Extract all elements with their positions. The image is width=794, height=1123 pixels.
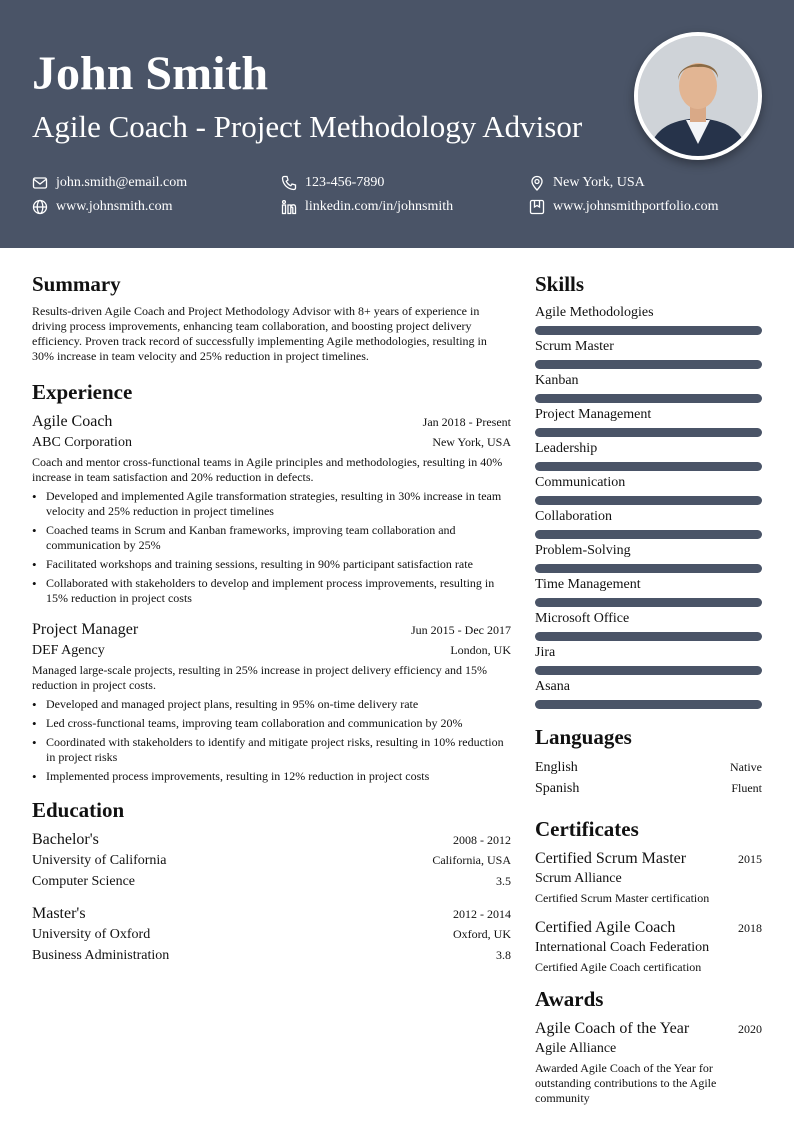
summary-text: Results-driven Agile Coach and Project Methodology Advisor with 8+ years of experience in driving process improvements, enhancing team collaboration, and boosting project delivery efficiency. Proven track record of successfully implementing Agile methodologies, resulting in 30% increase in team velocity and 25% reduction in project timelines. xyxy=(32,304,487,363)
award-issuer: Agile Alliance xyxy=(535,1041,617,1056)
job-description: Managed large-scale projects, resulting in 25% increase in project delivery efficiency and 15% reduction in project costs. xyxy=(32,663,488,692)
skill-name: Communication xyxy=(535,475,626,490)
job-bullets xyxy=(32,697,511,784)
job-bullets xyxy=(32,489,511,606)
skill-bar xyxy=(535,530,762,539)
job-bullet: • Coordinated with stakeholders to identify and mitigate project risks, resulting in 10% reduction in project risks xyxy=(32,735,511,765)
skill-item xyxy=(535,406,762,437)
job-entry xyxy=(32,412,511,606)
summary-heading: Summary xyxy=(32,272,121,296)
award-entry xyxy=(535,1019,762,1106)
certificate-name: Certified Scrum Master xyxy=(535,850,687,867)
certificate-entry xyxy=(535,849,762,906)
field-of-study: Computer Science xyxy=(32,874,136,889)
skill-bar xyxy=(535,360,762,369)
portfolio-icon xyxy=(529,199,545,215)
skill-item xyxy=(535,508,762,539)
language-item xyxy=(535,757,762,778)
awards-section xyxy=(535,987,762,1106)
skill-bar xyxy=(535,394,762,403)
skill-name: Jira xyxy=(535,645,556,660)
language-item xyxy=(535,778,762,799)
phone-text: 123-456-7890 xyxy=(305,175,385,190)
website-text: www.johnsmith.com xyxy=(56,199,173,214)
skill-item xyxy=(535,678,762,709)
skill-bar xyxy=(535,632,762,641)
award-year: 2020 xyxy=(738,1022,762,1036)
job-bullet: • Developed and managed project plans, resulting in 95% on-time delivery rate xyxy=(32,697,511,712)
certificate-entry xyxy=(535,918,762,975)
institution: University of Oxford xyxy=(32,927,151,942)
job-title: Agile Coach xyxy=(32,413,113,430)
education-entry xyxy=(32,904,511,966)
languages-heading: Languages xyxy=(535,725,632,749)
job-location: New York, USA xyxy=(432,435,511,449)
summary-section xyxy=(32,272,511,364)
job-bullet: • Coached teams in Scrum and Kanban frameworks, improving team collaboration and communication by 25% xyxy=(32,523,511,553)
language-name: English xyxy=(535,760,578,775)
candidate-name: John Smith xyxy=(32,47,269,100)
globe-icon xyxy=(32,199,48,215)
certificate-issuer: Scrum Alliance xyxy=(535,871,622,886)
skill-bar xyxy=(535,462,762,471)
contact-website[interactable] xyxy=(32,198,173,216)
skill-item xyxy=(535,338,762,369)
profile-photo xyxy=(634,32,762,160)
job-location: London, UK xyxy=(450,643,511,657)
skill-name: Kanban xyxy=(535,373,579,388)
job-title: Project Manager xyxy=(32,621,139,638)
skill-item xyxy=(535,304,762,335)
skills-section xyxy=(535,272,762,709)
education-dates: 2008 - 2012 xyxy=(453,833,511,847)
certificate-year: 2015 xyxy=(738,852,762,866)
certificate-description: Certified Scrum Master certification xyxy=(535,891,710,905)
certificate-issuer: International Coach Federation xyxy=(535,940,710,955)
left-column xyxy=(32,272,511,978)
education-location: Oxford, UK xyxy=(453,927,511,941)
job-description: Coach and mentor cross-functional teams in Agile principles and methodologies, resulting in 40% increase in team satisfaction and 20% reduction in defects. xyxy=(32,455,503,484)
certificates-section xyxy=(535,817,762,975)
skill-bar xyxy=(535,428,762,437)
gpa: 3.5 xyxy=(496,874,511,888)
skill-item xyxy=(535,542,762,573)
skill-item xyxy=(535,372,762,403)
education-heading: Education xyxy=(32,798,125,822)
certificate-name: Certified Agile Coach xyxy=(535,919,676,936)
skill-name: Microsoft Office xyxy=(535,611,630,626)
skills-heading: Skills xyxy=(535,272,585,296)
skill-name: Leadership xyxy=(535,441,598,456)
language-name: Spanish xyxy=(535,781,580,796)
skill-name: Asana xyxy=(535,679,570,694)
education-section xyxy=(32,798,511,966)
job-bullet: • Led cross-functional teams, improving team collaboration and communication by 20% xyxy=(32,716,511,731)
portfolio-text: www.johnsmithportfolio.com xyxy=(553,199,719,214)
candidate-title: Agile Coach - Project Methodology Advisor xyxy=(32,109,583,144)
certificate-description: Certified Agile Coach certification xyxy=(535,960,702,974)
location-text: New York, USA xyxy=(553,175,645,190)
job-company: ABC Corporation xyxy=(32,435,132,450)
job-bullet: • Facilitated workshops and training sessions, resulting in 90% participant satisfaction rate xyxy=(32,557,511,572)
job-dates: Jun 2015 - Dec 2017 xyxy=(411,623,511,637)
skill-name: Scrum Master xyxy=(535,339,614,354)
skill-bar xyxy=(535,598,762,607)
job-company: DEF Agency xyxy=(32,643,105,658)
field-of-study: Business Administration xyxy=(32,948,170,963)
award-description: Awarded Agile Coach of the Year for outstanding contributions to the Agile community xyxy=(535,1061,717,1105)
map-pin-icon xyxy=(529,175,545,191)
skill-bar xyxy=(535,700,762,709)
job-bullet: • Collaborated with stakeholders to develop and implement process improvements, resulting in 15% reduction in project costs xyxy=(32,576,511,606)
skill-bar xyxy=(535,564,762,573)
skill-item xyxy=(535,474,762,505)
skill-item xyxy=(535,576,762,607)
degree: Master's xyxy=(32,905,86,922)
skill-item xyxy=(535,644,762,675)
degree: Bachelor's xyxy=(32,831,99,848)
experience-section xyxy=(32,380,511,784)
education-entry xyxy=(32,830,511,892)
contact-phone[interactable] xyxy=(281,174,384,192)
education-location: California, USA xyxy=(432,853,511,867)
skill-bar xyxy=(535,326,762,335)
contact-linkedin[interactable] xyxy=(281,198,453,216)
skill-item xyxy=(535,440,762,471)
skill-name: Agile Methodologies xyxy=(535,305,654,320)
skill-bar xyxy=(535,496,762,505)
certificates-heading: Certificates xyxy=(535,817,639,841)
resume-header xyxy=(0,0,794,248)
language-level: Fluent xyxy=(731,781,762,795)
languages-section xyxy=(535,725,762,799)
envelope-icon xyxy=(32,175,48,191)
job-bullet: • Implemented process improvements, resulting in 12% reduction in project costs xyxy=(32,769,511,784)
skill-bar xyxy=(535,666,762,675)
job-dates: Jan 2018 - Present xyxy=(422,415,511,429)
skill-name: Time Management xyxy=(535,577,641,592)
skill-name: Project Management xyxy=(535,407,652,422)
education-dates: 2012 - 2014 xyxy=(453,907,511,921)
linkedin-text: linkedin.com/in/johnsmith xyxy=(305,199,454,214)
experience-heading: Experience xyxy=(32,380,133,404)
contact-portfolio[interactable] xyxy=(529,198,719,216)
phone-icon xyxy=(281,175,297,191)
institution: University of California xyxy=(32,853,167,868)
contact-email[interactable] xyxy=(32,174,187,192)
linkedin-icon xyxy=(281,199,297,215)
right-column xyxy=(535,272,762,1118)
contact-location xyxy=(529,174,645,192)
email-text: john.smith@email.com xyxy=(56,175,188,190)
job-entry xyxy=(32,620,511,784)
certificate-year: 2018 xyxy=(738,921,762,935)
skill-name: Problem-Solving xyxy=(535,543,631,558)
award-name: Agile Coach of the Year xyxy=(535,1020,690,1037)
gpa: 3.8 xyxy=(496,948,511,962)
awards-heading: Awards xyxy=(535,987,604,1011)
language-level: Native xyxy=(730,760,762,774)
skill-item xyxy=(535,610,762,641)
skill-name: Collaboration xyxy=(535,509,612,524)
job-bullet: • Developed and implemented Agile transformation strategies, resulting in 30% increase in team velocity and 25% reduction in project timelines xyxy=(32,489,511,519)
